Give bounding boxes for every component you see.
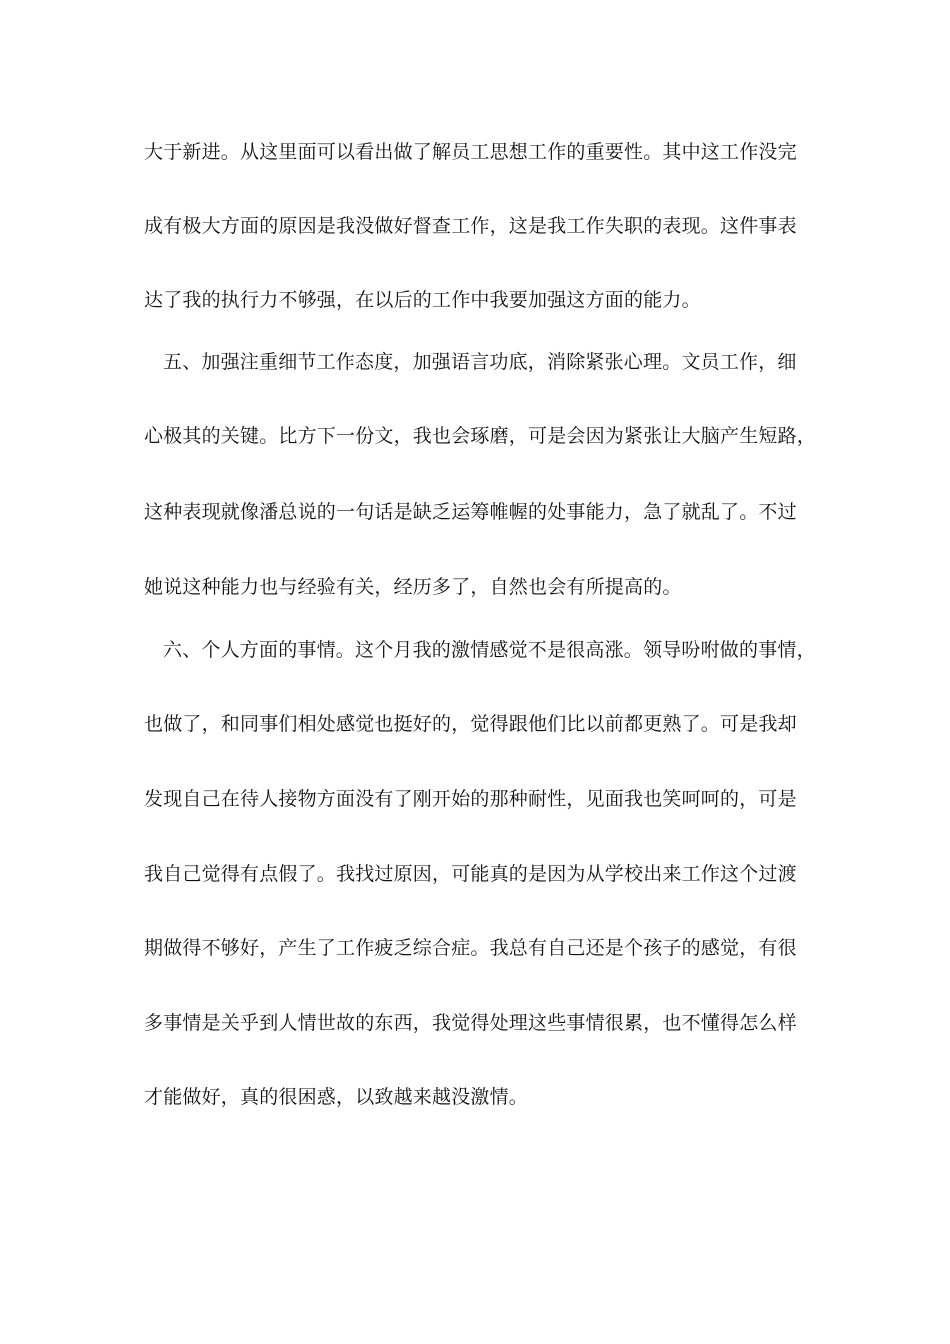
text-line: 我自己觉得有点假了。我找过原因，可能真的是因为从学校出来工作这个过渡 (144, 863, 797, 885)
text-line: 发现自己在待人接物方面没有了刚开始的那种耐性，见面我也笑呵呵的，可是 (144, 788, 797, 810)
text-line: 大于新进。从这里面可以看出做了解员工思想工作的重要性。其中这工作没完 (144, 141, 797, 163)
paragraph-five-first-line: 五、加强注重细节工作态度，加强语言功底，消除紧张心理。文员工作，细 (163, 351, 797, 373)
paragraph-six-first-line: 六、个人方面的事情。这个月我的激情感觉不是很高涨。领导吩咐做的事情， (163, 639, 816, 661)
text-line: 才能做好，真的很困惑，以致越来越没激情。 (144, 1086, 529, 1108)
text-line: 她说这种能力也与经验有关，经历多了，自然也会有所提高的。 (144, 576, 682, 598)
text-line: 也做了，和同事们相处感觉也挺好的，觉得跟他们比以前都更熟了。可是我却 (144, 713, 797, 735)
text-line: 成有极大方面的原因是我没做好督查工作，这是我工作失职的表现。这件事表 (144, 215, 797, 237)
text-line: 这种表现就像潘总说的一句话是缺乏运筹帷幄的处事能力，急了就乱了。不过 (144, 501, 797, 523)
text-line: 心极其的关键。比方下一份文，我也会琢磨，可是会因为紧张让大脑产生短路， (144, 425, 817, 447)
text-line: 达了我的执行力不够强，在以后的工作中我要加强这方面的能力。 (144, 289, 701, 311)
text-line: 期做得不够好，产生了工作疲乏综合症。我总有自己还是个孩子的感觉，有很 (144, 937, 797, 959)
text-line: 多事情是关乎到人情世故的东西，我觉得处理这些事情很累，也不懂得怎么样 (144, 1012, 797, 1034)
